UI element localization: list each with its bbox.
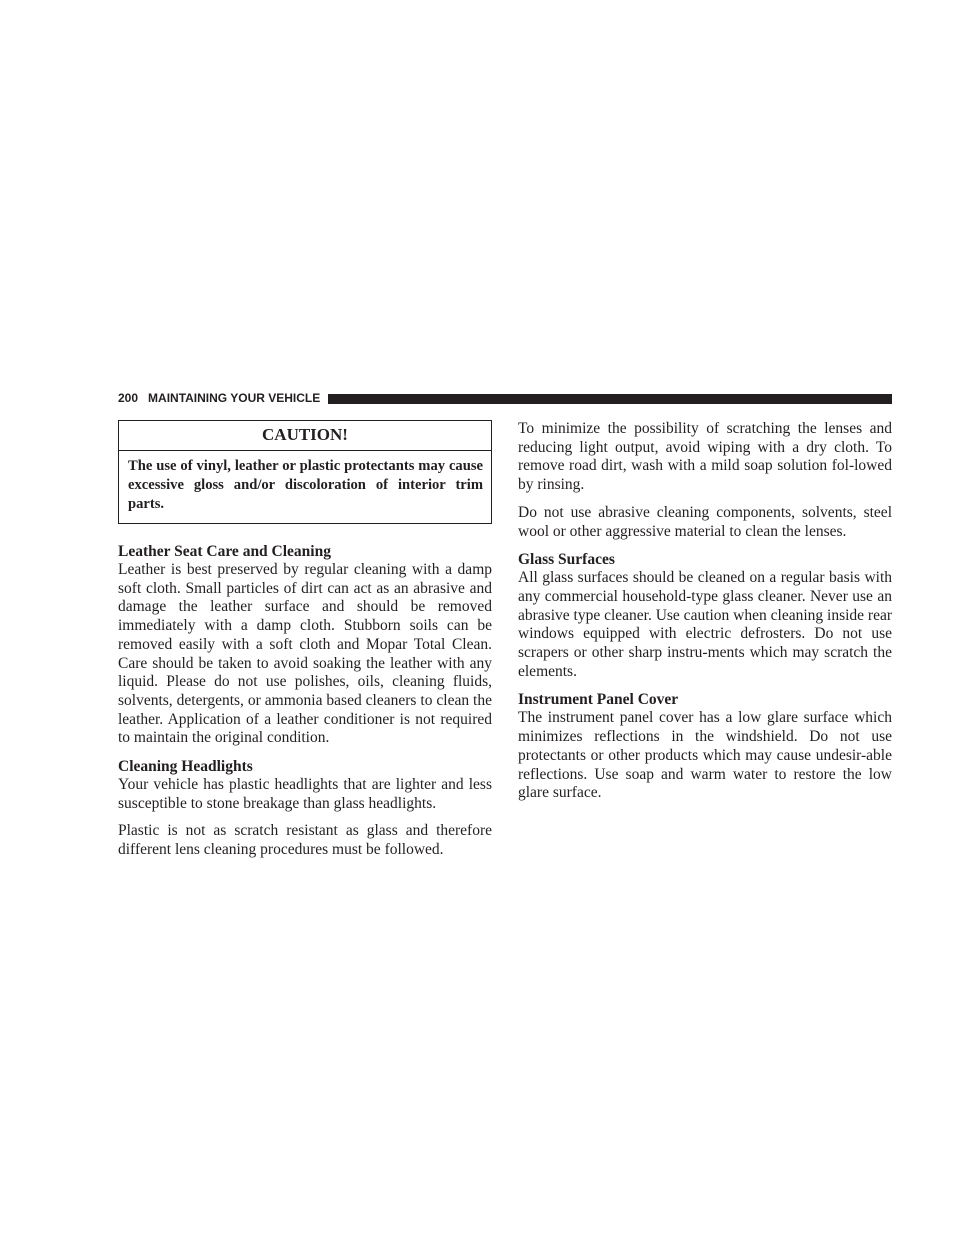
headlights-paragraph-3: To minimize the possibility of scratching the lenses and reducing light output, avoid wiping with a dry cloth. To remove road dirt, wash with a mild soap solution fol-lowed by rinsing.	[518, 420, 892, 494]
headlights-paragraph-1: Your vehicle has plastic headlights that are lighter and less susceptible to stone breakage than glass headlights.	[118, 776, 492, 812]
caution-box	[118, 420, 492, 524]
panel-paragraph: The instrument panel cover has a low glare surface which minimizes reflections in the windshield. Do not use protectants or other products which may cause undesir-able reflections. Use soap and warm water to restore the low glare surface.	[518, 709, 892, 802]
leather-heading: Leather Seat Care and Cleaning	[118, 543, 331, 560]
leather-paragraph: Leather is best preserved by regular cleaning with a damp soft cloth. Small particles of dirt can act as an abrasive and damage the leather surface and should be removed immediately with a damp cloth. Stubborn soils can be removed easily with a soft cloth and Mopar Total Clean. Care should be taken to avoid soaking the leather with any liquid. Please do not use polishes, oils, cleaning fluids, solvents, detergents, or ammonia based cleaners to clean the leather. Application of a leather conditioner is not required to maintain the original condition.	[118, 561, 492, 747]
page-header	[118, 390, 892, 406]
right-column	[518, 420, 892, 803]
left-column	[118, 420, 492, 860]
glass-paragraph: All glass surfaces should be cleaned on a regular basis with any commercial household-type glass cleaner. Never use an abrasive type cleaner. Use caution when cleaning inside rear windows equipped with electric defrosters. Do not use scrapers or other sharp instru-ments which may scratch the elements.	[518, 569, 892, 680]
glass-heading: Glass Surfaces	[518, 551, 615, 569]
section-title: MAINTAINING YOUR VEHICLE	[148, 391, 321, 405]
headlights-paragraph-4: Do not use abrasive cleaning components, solvents, steel wool or other aggressive material to clean the lenses.	[518, 503, 892, 540]
caution-title: CAUTION!	[119, 421, 491, 451]
headlights-heading: Cleaning Headlights	[118, 758, 253, 776]
panel-heading: Instrument Panel Cover	[518, 691, 679, 709]
headlights-paragraph-2: Plastic is not as scratch resistant as glass and therefore different lens cleaning procedures must be followed.	[118, 822, 492, 859]
page-number: 200	[118, 391, 139, 405]
caution-text: The use of vinyl, leather or plastic protectants may cause excessive gloss and/or discoloration of interior trim parts.	[128, 458, 483, 512]
header-rule	[328, 394, 892, 404]
